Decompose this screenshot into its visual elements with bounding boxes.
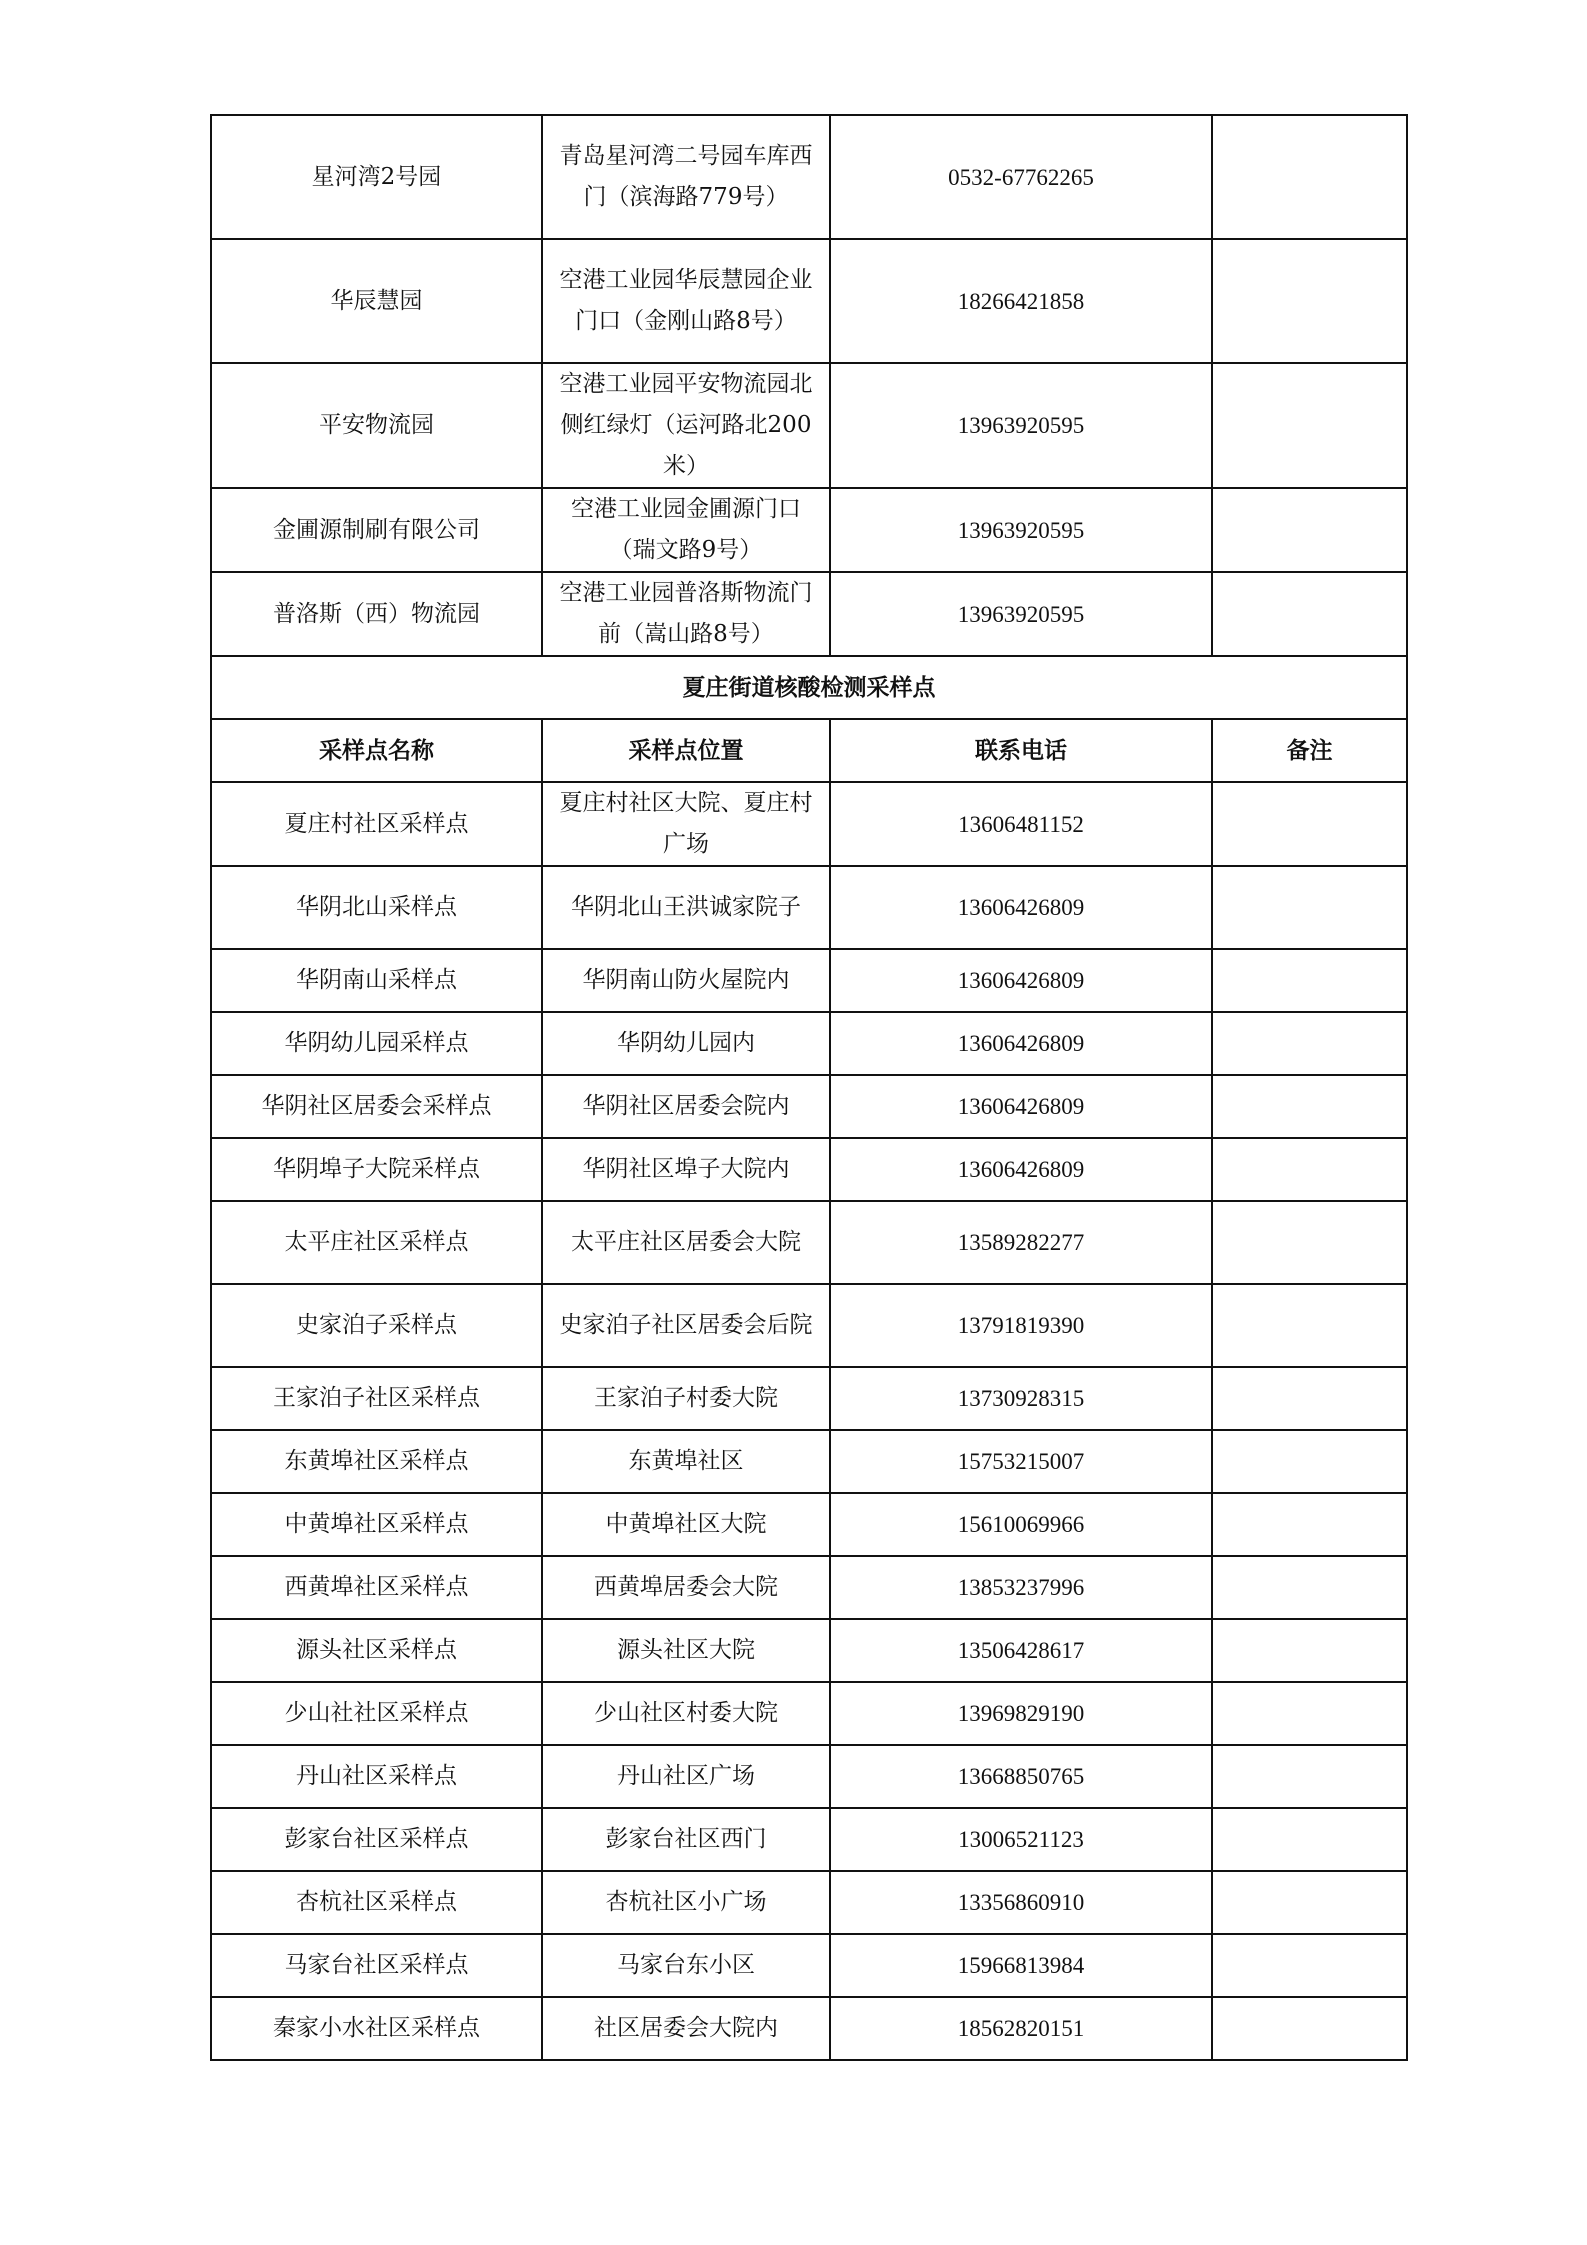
table-row <box>211 1284 1407 1367</box>
upper-rows <box>211 115 1407 656</box>
table-row <box>211 1430 1407 1493</box>
cell-location: 西黄埠居委会大院 <box>542 1556 830 1619</box>
cell-name: 王家泊子社区采样点 <box>211 1367 542 1430</box>
cell-location: 华阴幼儿园内 <box>542 1012 830 1075</box>
cell-name: 源头社区采样点 <box>211 1619 542 1682</box>
table-row <box>211 1493 1407 1556</box>
cell-name: 少山社社区采样点 <box>211 1682 542 1745</box>
cell-location: 中黄埠社区大院 <box>542 1493 830 1556</box>
column-header-row <box>211 719 1407 782</box>
cell-phone: 15966813984 <box>830 1934 1212 1997</box>
cell-name: 彭家台社区采样点 <box>211 1808 542 1871</box>
cell-location: 华阴南山防火屋院内 <box>542 949 830 1012</box>
cell-phone: 13506428617 <box>830 1619 1212 1682</box>
cell-note <box>1212 1745 1407 1808</box>
cell-phone: 13606426809 <box>830 866 1212 949</box>
cell-name: 西黄埠社区采样点 <box>211 1556 542 1619</box>
cell-location: 王家泊子村委大院 <box>542 1367 830 1430</box>
cell-phone: 18266421858 <box>830 239 1212 363</box>
cell-phone: 13963920595 <box>830 488 1212 572</box>
cell-note <box>1212 488 1407 572</box>
table-row <box>211 1934 1407 1997</box>
table-row <box>211 1745 1407 1808</box>
cell-phone: 13006521123 <box>830 1808 1212 1871</box>
cell-name: 秦家小水社区采样点 <box>211 1997 542 2060</box>
cell-location: 华阴北山王洪诚家院子 <box>542 866 830 949</box>
cell-location: 夏庄村社区大院、夏庄村广场 <box>542 782 830 866</box>
cell-note <box>1212 1012 1407 1075</box>
cell-name: 华阴埠子大院采样点 <box>211 1138 542 1201</box>
cell-name: 太平庄社区采样点 <box>211 1201 542 1284</box>
cell-note <box>1212 572 1407 656</box>
cell-note <box>1212 1367 1407 1430</box>
table-row <box>211 1556 1407 1619</box>
cell-name: 马家台社区采样点 <box>211 1934 542 1997</box>
cell-location: 史家泊子社区居委会后院 <box>542 1284 830 1367</box>
cell-phone: 0532-67762265 <box>830 115 1212 239</box>
cell-name: 普洛斯（西）物流园 <box>211 572 542 656</box>
cell-phone: 13606426809 <box>830 1075 1212 1138</box>
cell-location: 彭家台社区西门 <box>542 1808 830 1871</box>
cell-note <box>1212 1201 1407 1284</box>
table-row <box>211 1367 1407 1430</box>
cell-phone: 13963920595 <box>830 363 1212 488</box>
cell-phone: 13356860910 <box>830 1871 1212 1934</box>
table-row <box>211 782 1407 866</box>
table-row <box>211 949 1407 1012</box>
cell-name: 星河湾2号园 <box>211 115 542 239</box>
section-rows <box>211 782 1407 2060</box>
cell-location: 社区居委会大院内 <box>542 1997 830 2060</box>
cell-note <box>1212 1682 1407 1745</box>
cell-note <box>1212 1619 1407 1682</box>
cell-name: 华阴北山采样点 <box>211 866 542 949</box>
cell-phone: 13606481152 <box>830 782 1212 866</box>
cell-location: 少山社区村委大院 <box>542 1682 830 1745</box>
table-row <box>211 1138 1407 1201</box>
cell-note <box>1212 239 1407 363</box>
cell-location: 马家台东小区 <box>542 1934 830 1997</box>
cell-note <box>1212 1934 1407 1997</box>
cell-phone: 15753215007 <box>830 1430 1212 1493</box>
table-row <box>211 488 1407 572</box>
section-title: 夏庄街道核酸检测采样点 <box>211 656 1407 719</box>
table-row <box>211 572 1407 656</box>
cell-note <box>1212 115 1407 239</box>
cell-location: 东黄埠社区 <box>542 1430 830 1493</box>
cell-name: 东黄埠社区采样点 <box>211 1430 542 1493</box>
cell-name: 金圃源制刷有限公司 <box>211 488 542 572</box>
cell-name: 丹山社区采样点 <box>211 1745 542 1808</box>
cell-phone: 13853237996 <box>830 1556 1212 1619</box>
table-row <box>211 1997 1407 2060</box>
cell-name: 杏杭社区采样点 <box>211 1871 542 1934</box>
cell-name: 平安物流园 <box>211 363 542 488</box>
cell-location: 丹山社区广场 <box>542 1745 830 1808</box>
table-row <box>211 115 1407 239</box>
section-head <box>211 656 1407 782</box>
table-row <box>211 1012 1407 1075</box>
cell-location: 华阴社区埠子大院内 <box>542 1138 830 1201</box>
cell-phone: 18562820151 <box>830 1997 1212 2060</box>
cell-phone: 15610069966 <box>830 1493 1212 1556</box>
cell-note <box>1212 1997 1407 2060</box>
header-location: 采样点位置 <box>542 719 830 782</box>
table-row <box>211 866 1407 949</box>
header-note: 备注 <box>1212 719 1407 782</box>
cell-location: 空港工业园平安物流园北侧红绿灯（运河路北200米） <box>542 363 830 488</box>
table-row <box>211 1201 1407 1284</box>
table-row <box>211 1619 1407 1682</box>
header-phone: 联系电话 <box>830 719 1212 782</box>
cell-phone: 13606426809 <box>830 1138 1212 1201</box>
cell-location: 太平庄社区居委会大院 <box>542 1201 830 1284</box>
cell-location: 华阴社区居委会院内 <box>542 1075 830 1138</box>
cell-name: 华辰慧园 <box>211 239 542 363</box>
cell-note <box>1212 363 1407 488</box>
cell-name: 中黄埠社区采样点 <box>211 1493 542 1556</box>
cell-name: 华阴幼儿园采样点 <box>211 1012 542 1075</box>
cell-name: 华阴社区居委会采样点 <box>211 1075 542 1138</box>
cell-phone: 13791819390 <box>830 1284 1212 1367</box>
section-title-row <box>211 656 1407 719</box>
cell-note <box>1212 1808 1407 1871</box>
table-row <box>211 1682 1407 1745</box>
cell-phone: 13963920595 <box>830 572 1212 656</box>
sampling-points-table <box>210 114 1408 2061</box>
cell-location: 空港工业园普洛斯物流门前（嵩山路8号） <box>542 572 830 656</box>
header-name: 采样点名称 <box>211 719 542 782</box>
table-row <box>211 1808 1407 1871</box>
cell-note <box>1212 1075 1407 1138</box>
cell-phone: 13606426809 <box>830 949 1212 1012</box>
cell-location: 源头社区大院 <box>542 1619 830 1682</box>
cell-note <box>1212 1871 1407 1934</box>
cell-location: 空港工业园金圃源门口（瑞文路9号） <box>542 488 830 572</box>
cell-phone: 13606426809 <box>830 1012 1212 1075</box>
cell-note <box>1212 1430 1407 1493</box>
cell-phone: 13668850765 <box>830 1745 1212 1808</box>
cell-name: 华阴南山采样点 <box>211 949 542 1012</box>
cell-phone: 13589282277 <box>830 1201 1212 1284</box>
cell-location: 青岛星河湾二号园车库西门（滨海路779号） <box>542 115 830 239</box>
cell-note <box>1212 866 1407 949</box>
cell-location: 杏杭社区小广场 <box>542 1871 830 1934</box>
cell-name: 史家泊子采样点 <box>211 1284 542 1367</box>
table-row <box>211 1075 1407 1138</box>
cell-note <box>1212 782 1407 866</box>
cell-note <box>1212 949 1407 1012</box>
cell-phone: 13730928315 <box>830 1367 1212 1430</box>
table-row <box>211 239 1407 363</box>
cell-location: 空港工业园华辰慧园企业门口（金刚山路8号） <box>542 239 830 363</box>
cell-note <box>1212 1556 1407 1619</box>
cell-name: 夏庄村社区采样点 <box>211 782 542 866</box>
table-row <box>211 1871 1407 1934</box>
cell-phone: 13969829190 <box>830 1682 1212 1745</box>
cell-note <box>1212 1493 1407 1556</box>
table-row <box>211 363 1407 488</box>
cell-note <box>1212 1284 1407 1367</box>
cell-note <box>1212 1138 1407 1201</box>
